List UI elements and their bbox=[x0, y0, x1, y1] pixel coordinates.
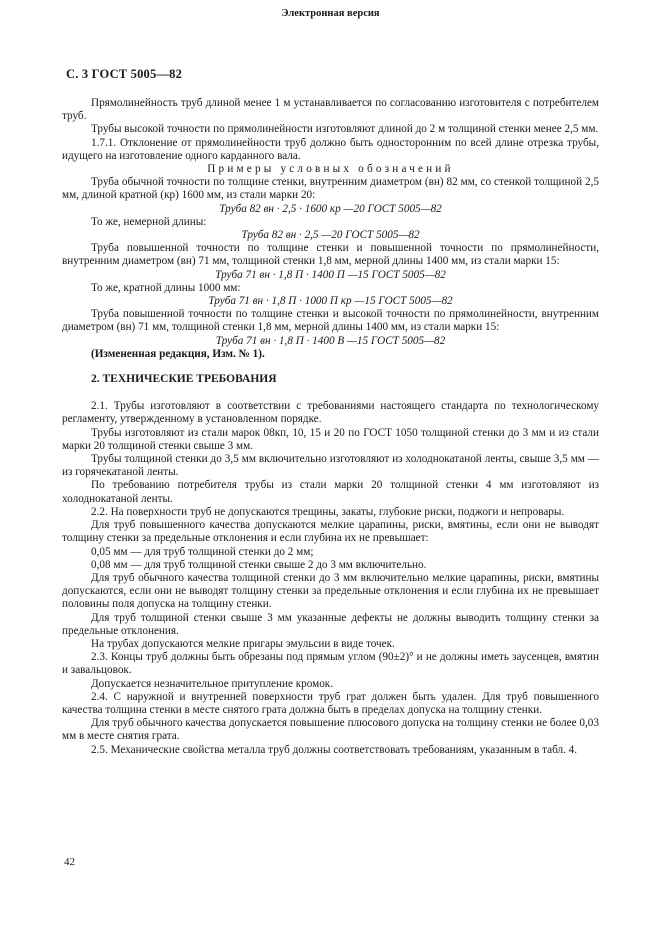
document-number: С. 3 ГОСТ 5005—82 bbox=[66, 67, 183, 81]
example-formula: Труба 82 вн · 2,5 —20 ГОСТ 5005—82 bbox=[241, 229, 420, 242]
paragraph: Прямолинейность труб длиной менее 1 м устанавливается по согласованию изготовителя с потребителем труб. bbox=[62, 97, 599, 123]
paragraph: 2.1. Трубы изготовляют в соответствии с требованиями настоящего стандарта по технологическому регламенту, утвержденному в установленном порядке. bbox=[62, 400, 599, 426]
paragraph: На трубах допускаются мелкие пригары эмульсии в виде точек. bbox=[91, 637, 395, 650]
example-text: Труба обычной точности по толщине стенки, внутренним диаметром (вн) 82 мм, со стенкой толщиной 2,5 мм, длиной кратной (кр) 1600 мм, из стали марки 20: bbox=[62, 176, 599, 202]
page-number: 42 bbox=[64, 856, 75, 868]
paragraph: 0,08 мм — для труб толщиной стенки свыше 2 до 3 мм включительно. bbox=[91, 558, 427, 571]
page-body bbox=[62, 97, 599, 757]
paragraph: Допускается незначительное притупление кромок. bbox=[91, 677, 334, 690]
paragraph: 2.5. Механические свойства металла труб должны соответствовать требованиям, указанным в табл. 4. bbox=[91, 743, 578, 756]
paragraph: Для труб толщиной стенки свыше 3 мм указанные дефекты не должны выводить толщину стенки за предельные отклонения. bbox=[62, 611, 599, 637]
example-formula: Труба 71 вн · 1,8 П · 1400 В —15 ГОСТ 5005—82 bbox=[215, 334, 446, 347]
section-title: 2. ТЕХНИЧЕСКИЕ ТРЕБОВАНИЯ bbox=[91, 373, 277, 386]
example-text: То же, кратной длины 1000 мм: bbox=[91, 281, 241, 294]
paragraph: Для труб повышенного качества допускаются мелкие царапины, риски, вмятины, если они не выводят толщину стенки за предельные отклонения и если глубина их не превышает: bbox=[62, 519, 599, 545]
example-formula: Труба 71 вн · 1,8 П · 1000 П кр —15 ГОСТ 5005—82 bbox=[208, 295, 453, 308]
paragraph: Для труб обычного качества толщиной стенки до 3 мм включительно мелкие царапины, риски, вмятины допускаются, если они не выводят толщину стенки за предельные отклонения и если глубина их не превышает половины поля допуска на толщину стенки. bbox=[62, 571, 599, 611]
paragraph: 2.4. С наружной и внутренней поверхности труб грат должен быть удален. Для труб повышенного качества толщина стенки в месте снятого грата должна быть в пределах допуска на толщину стенки. bbox=[62, 690, 599, 716]
paragraph: Трубы высокой точности по прямолинейности изготовляют длиной до 2 м толщиной стенки менее 2,5 мм. bbox=[91, 123, 599, 136]
paragraph: 0,05 мм — для труб толщиной стенки до 2 мм; bbox=[91, 545, 314, 558]
amendment-note: (Измененная редакция, Изм. № 1). bbox=[91, 347, 265, 360]
paragraph: Трубы изготовляют из стали марок 08кп, 10, 15 и 20 по ГОСТ 1050 толщиной стенки до 3 мм и из стали марки 20 толщиной стенки свыше 3 мм. bbox=[62, 426, 599, 452]
example-text: То же, немерной длины: bbox=[91, 215, 207, 228]
paragraph: Трубы толщиной стенки до 3,5 мм включительно изготовляют из холоднокатаной ленты, свыше 3,5 мм — из горячекатаной ленты. bbox=[62, 453, 599, 479]
page-header: Электронная версия bbox=[281, 8, 380, 19]
paragraph: 2.3. Концы труб должны быть обрезаны под прямым углом (90±2)° и не должны иметь заусенцев, вмятин и завальцовок. bbox=[62, 651, 599, 677]
example-formula: Труба 71 вн · 1,8 П · 1400 П —15 ГОСТ 5005—82 bbox=[215, 268, 446, 281]
paragraph: 2.2. На поверхности труб не допускаются трещины, закаты, глубокие риски, поджоги и непровары. bbox=[91, 505, 565, 518]
example-text: Труба повышенной точности по толщине стенки и повышенной точности по прямолинейности, внутренним диаметром (вн) 71 мм, толщиной стенки 1,8 мм, мерной длины 1400 мм, из стали марки 15: bbox=[62, 242, 599, 268]
example-text: Труба повышенной точности по толщине стенки и высокой точности по прямолинейности, внутренним диаметром (вн) 71 мм, толщиной стенки 1,8 мм, мерной длины 1400 мм, из стали марки 15: bbox=[62, 308, 599, 334]
example-formula: Труба 82 вн · 2,5 · 1600 кр —20 ГОСТ 5005—82 bbox=[219, 202, 442, 215]
examples-title: Примеры условных обозначений bbox=[207, 163, 454, 176]
paragraph: По требованию потребителя трубы из стали марки 20 толщиной стенки 4 мм изготовляют из холоднокатаной ленты. bbox=[62, 479, 599, 505]
paragraph: 1.7.1. Отклонение от прямолинейности труб должно быть односторонним по всей длине отрезка трубы, идущего на изготовление одного карданного вала. bbox=[62, 136, 599, 162]
paragraph: Для труб обычного качества допускается повышение плюсового допуска на толщину стенки не более 0,03 мм в месте снятия грата. bbox=[62, 717, 599, 743]
